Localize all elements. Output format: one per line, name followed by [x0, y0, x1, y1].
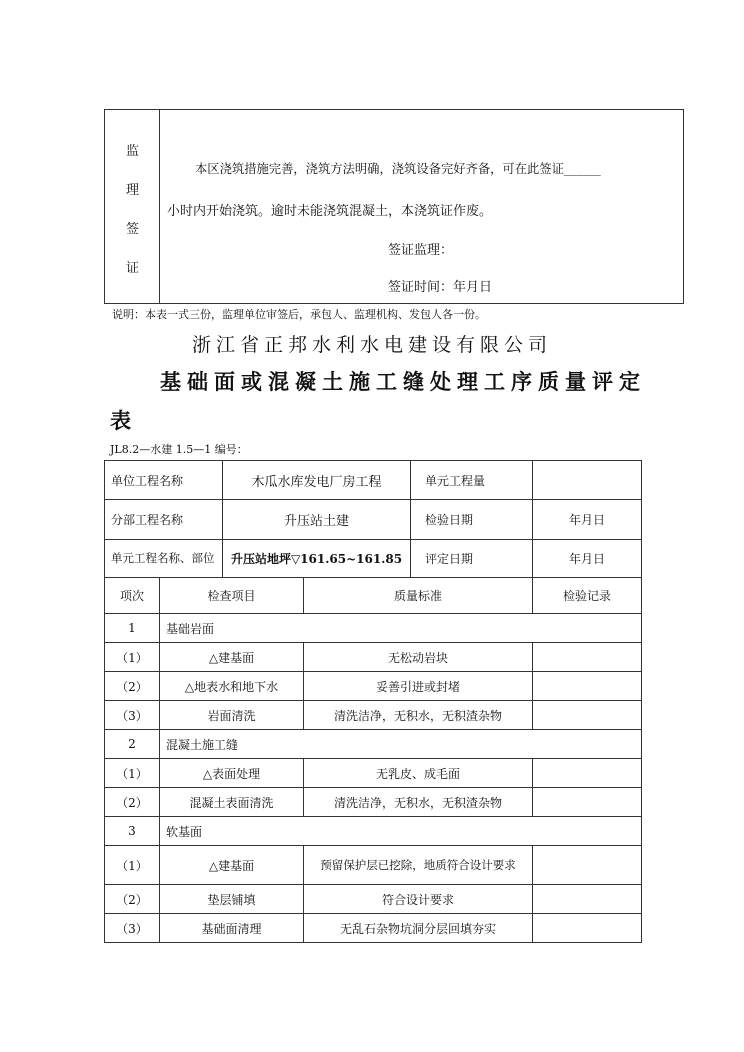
- label-char: 理: [125, 183, 139, 198]
- row-seq: （2）: [105, 672, 160, 701]
- company-name: 浙江省正邦水利水电建设有限公司: [191, 334, 552, 356]
- col-header-item: 检查项目: [160, 578, 304, 614]
- row-record: [533, 643, 642, 672]
- row-record: [533, 788, 642, 817]
- row-item: △建基面: [160, 643, 304, 672]
- row-seq: 3: [105, 817, 160, 846]
- table-row: [105, 672, 642, 701]
- row-item: 基础面清理: [160, 914, 304, 943]
- row-item: △表面处理: [160, 759, 304, 788]
- label-char: 监: [125, 144, 139, 159]
- table-row: [105, 759, 642, 788]
- unit-quantity-value: [533, 461, 642, 500]
- col-header-standard: 质量标准: [304, 578, 533, 614]
- row-seq: （1）: [105, 846, 160, 885]
- row-seq: （3）: [105, 914, 160, 943]
- table-row: [105, 846, 642, 885]
- info-row-unit-project: [105, 461, 642, 500]
- section-row: [105, 730, 642, 759]
- inspect-date-label: 检验日期: [411, 500, 533, 540]
- section-title: 基础岩面: [160, 614, 642, 643]
- row-seq: （1）: [105, 759, 160, 788]
- supervision-signature-box: [104, 109, 684, 304]
- row-seq: （2）: [105, 788, 160, 817]
- section-title: 软基面: [160, 817, 642, 846]
- row-standard: 清洗洁净，无积水，无积渣杂物: [304, 701, 533, 730]
- sign-supervisor-label: 签证监理：: [388, 243, 454, 258]
- row-standard: 妥善引进或封堵: [304, 672, 533, 701]
- supervision-label-cell: [105, 110, 160, 303]
- row-standard: 符合设计要求: [304, 885, 533, 914]
- label-char: 签: [125, 222, 139, 237]
- column-header-row: [105, 578, 642, 614]
- row-record: [533, 701, 642, 730]
- supervision-text-line1: 本区浇筑措施完善，浇筑方法明确，浇筑设备完好齐备，可在此签证______: [195, 162, 601, 176]
- row-item: △地表水和地下水: [160, 672, 304, 701]
- col-header-seq: 项次: [105, 578, 160, 614]
- assess-date-label: 评定日期: [411, 540, 533, 578]
- row-item: 岩面清洗: [160, 701, 304, 730]
- assess-date-value: 年月日: [533, 540, 642, 578]
- label-char: 证: [125, 261, 139, 276]
- unit-project-label: 单位工程名称: [105, 461, 223, 500]
- row-record: [533, 759, 642, 788]
- supervision-text-line2: 小时内开始浇筑。逾时未能浇筑混凝土，本浇筑证作废。: [167, 204, 493, 219]
- row-seq: 2: [105, 730, 160, 759]
- row-standard: 预留保护层已挖除，地质符合设计要求: [304, 846, 533, 885]
- table-row: [105, 643, 642, 672]
- table-row: [105, 914, 642, 943]
- col-header-record: 检验记录: [533, 578, 642, 614]
- row-seq: （2）: [105, 885, 160, 914]
- row-seq: （3）: [105, 701, 160, 730]
- row-item: 混凝土表面清洗: [160, 788, 304, 817]
- sub-project-label: 分部工程名称: [105, 500, 223, 540]
- row-item: △建基面: [160, 846, 304, 885]
- row-standard: 清洗洁净，无积水，无积渣杂物: [304, 788, 533, 817]
- row-item: 垫层铺填: [160, 885, 304, 914]
- note-text: 说明：本表一式三份，监理单位审签后，承包人、监理机构、发包人各一份。: [112, 308, 486, 321]
- form-title-line2: 表: [110, 408, 131, 433]
- section-title: 混凝土施工缝: [160, 730, 642, 759]
- info-row-sub-project: [105, 500, 642, 540]
- sub-project-value: 升压站土建: [223, 500, 411, 540]
- element-value: 升压站地坪▽161.65~161.85: [223, 540, 411, 578]
- row-standard: 无乳皮、成毛面: [304, 759, 533, 788]
- table-row: [105, 788, 642, 817]
- quality-assessment-table: [104, 460, 642, 943]
- row-record: [533, 885, 642, 914]
- section-row: [105, 614, 642, 643]
- unit-quantity-label: 单元工程量: [411, 461, 533, 500]
- row-record: [533, 672, 642, 701]
- unit-project-value: 木瓜水库发电厂房工程: [223, 461, 411, 500]
- row-seq: 1: [105, 614, 160, 643]
- row-record: [533, 914, 642, 943]
- row-standard: 无乱石杂物坑洞分层回填夯实: [304, 914, 533, 943]
- row-record: [533, 846, 642, 885]
- section-row: [105, 817, 642, 846]
- info-row-element: [105, 540, 642, 578]
- form-title-line1: 基础面或混凝土施工缝处理工序质量评定: [160, 369, 646, 394]
- table-row: [105, 701, 642, 730]
- row-seq: （1）: [105, 643, 160, 672]
- row-standard: 无松动岩块: [304, 643, 533, 672]
- inspect-date-value: 年月日: [533, 500, 642, 540]
- form-code-line: JL8.2—水建 1.5—1 编号：: [110, 443, 248, 456]
- element-label: 单元工程名称、部位: [105, 540, 223, 578]
- table-row: [105, 885, 642, 914]
- sign-time-label: 签证时间：年月日: [388, 280, 493, 295]
